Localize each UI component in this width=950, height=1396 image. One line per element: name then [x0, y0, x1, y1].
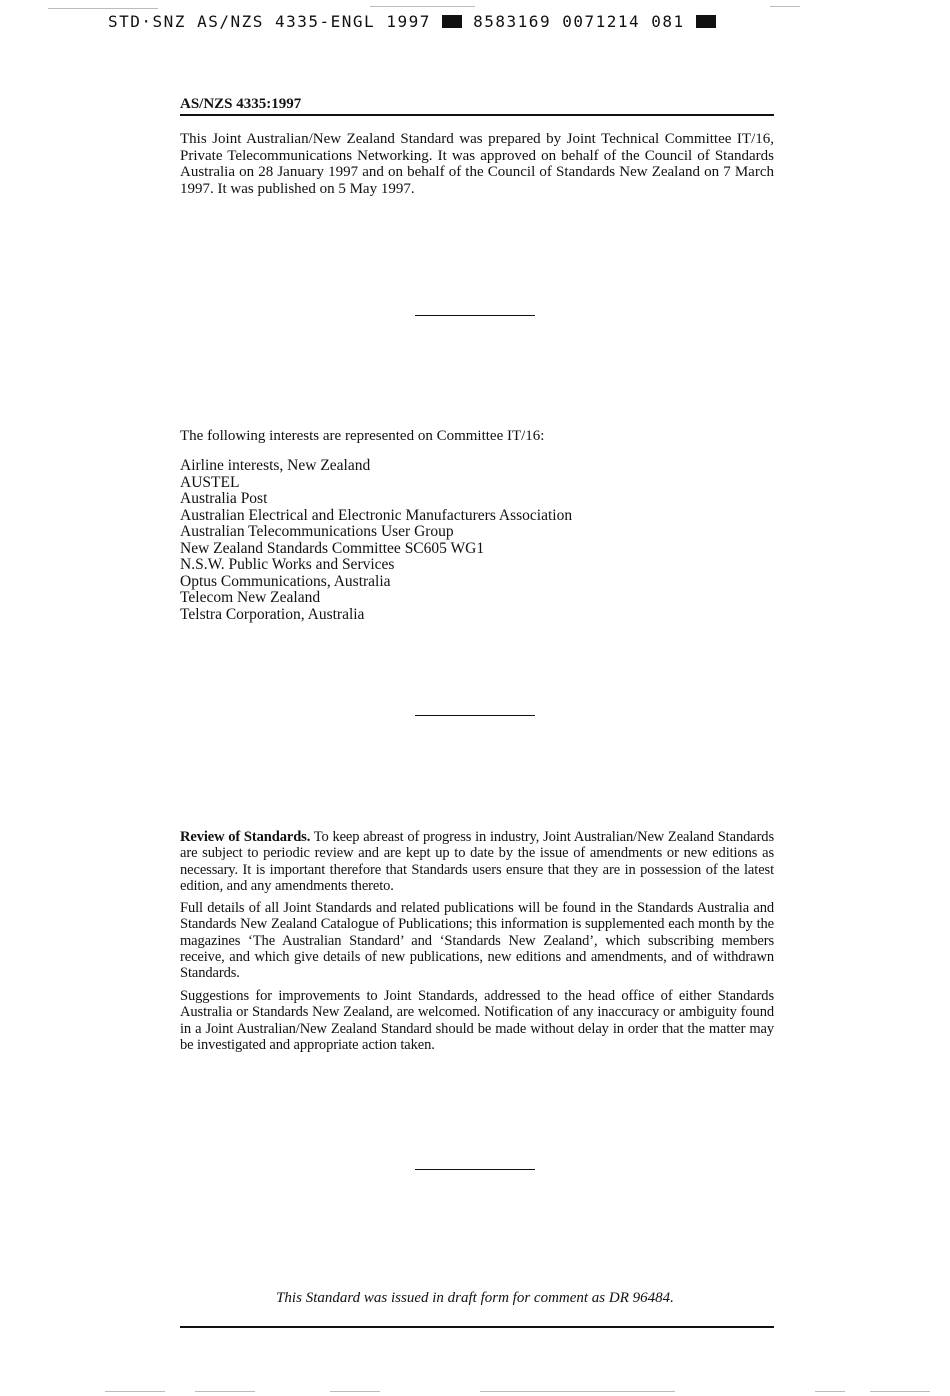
draft-note: This Standard was issued in draft form for comment as DR 96484. [276, 1290, 674, 1306]
scan-artifact-bottom [480, 1391, 675, 1392]
committee-intro: The following interests are represented on Committee IT/16: [180, 428, 545, 444]
bottom-rule [180, 1326, 774, 1328]
header-code-part-1: STD·SNZ AS/NZS 4335-ENGL 1997 [108, 12, 431, 31]
scan-artifact-bottom [330, 1391, 380, 1392]
committee-member: Telecom New Zealand [180, 589, 321, 606]
committee-member: Telstra Corporation, Australia [180, 605, 365, 623]
committee-member: AUSTEL [180, 473, 240, 491]
scan-artifact-bottom [815, 1391, 845, 1392]
scan-artifact-bottom [870, 1391, 930, 1392]
review-text-1: To keep abreast of progress in industry, Joint Australian/New Zealand Standards are subject to periodic review and are kept up to date by the issue of amendments or new editions as necessary. It is important therefore that Standards users ensure that they are in possession of the latest edition, and any amendments thereto. [180, 829, 774, 894]
preparation-paragraph: This Joint Australian/New Zealand Standard was prepared by Joint Technical Committee IT/16, Private Telecommunications Networking. It was approved on behalf of the Council of Standards Australia on 28 January 1997 and on behalf of the Council of Standards New Zealand on 7 March 1997. It was published on 5 May 1997. [180, 131, 774, 197]
review-paragraph-1 [180, 829, 774, 894]
section-divider [415, 715, 535, 716]
committee-member-list [180, 458, 572, 623]
document-id-header [108, 12, 716, 31]
header-code-part-2: 8583169 0071214 081 [473, 12, 685, 31]
review-paragraph-2: Full details of all Joint Standards and related publications will be found in the Standards Australia and Standards New Zealand Catalogue of Publications; this information is supplemented each month by the magazines ‘The Australian Standard’ and ‘Standards New Zealand’, which subscribing members receive, and which give details of new publications, new editions and amendments, and of withdrawn Standards. [180, 900, 774, 982]
scan-artifact-top-middle [370, 6, 475, 7]
title-rule [180, 114, 774, 116]
scan-artifact-bottom [105, 1391, 165, 1392]
committee-member: Australian Electrical and Electronic Manufacturers Association [180, 506, 573, 524]
committee-member: N.S.W. Public Works and Services [180, 556, 395, 573]
committee-member: Optus Communications, Australia [180, 572, 391, 590]
header-block-mark [696, 15, 716, 28]
committee-member: New Zealand Standards Committee SC605 WG1 [180, 539, 485, 557]
scan-artifact-bottom [195, 1391, 255, 1392]
committee-member: Australian Telecommunications User Group [180, 523, 454, 540]
scan-artifact-top-right [770, 6, 800, 7]
scan-artifact-top-left [48, 8, 158, 9]
committee-member: Airline interests, New Zealand [180, 457, 371, 474]
review-paragraph-3: Suggestions for improvements to Joint Standards, addressed to the head office of either Standards Australia or Standards New Zealand, are welcomed. Notification of any inaccuracy or ambiguity found in a Joint Australian/New Zealand Standard should be made without delay in order that the matter may be investigated and appropriate action taken. [180, 988, 774, 1053]
section-divider [415, 315, 535, 316]
section-divider [415, 1169, 535, 1170]
committee-member: Australia Post [180, 490, 268, 507]
standard-title: AS/NZS 4335:1997 [180, 96, 302, 112]
review-heading: Review of Standards. [180, 829, 311, 845]
header-block-mark [442, 15, 462, 28]
